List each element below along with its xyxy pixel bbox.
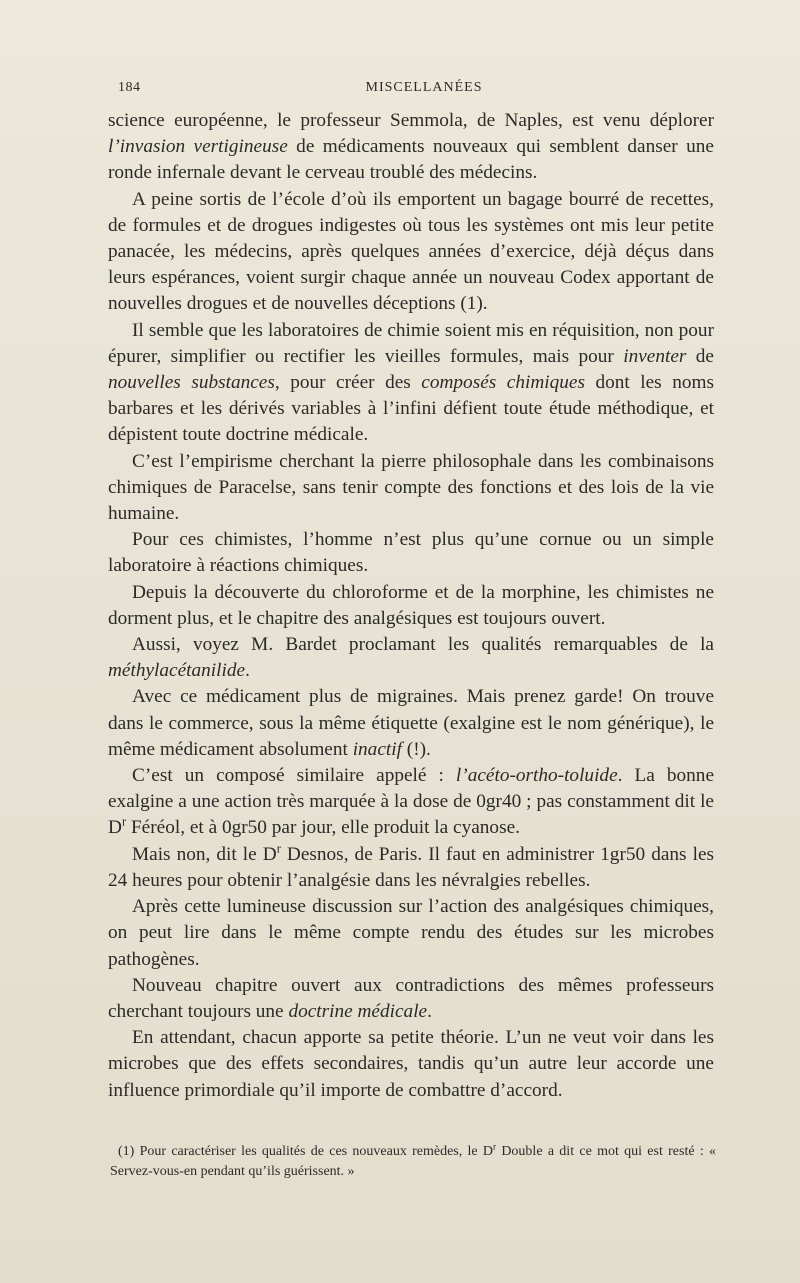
paragraph bbox=[108, 763, 714, 842]
text-run: C’est un composé similaire appelé : bbox=[132, 765, 456, 787]
text-run: science européenne, le professeur Semmola, de Naples, est venu déplorer bbox=[108, 110, 714, 131]
superscript: r bbox=[493, 1141, 497, 1152]
superscript: r bbox=[276, 841, 281, 856]
text-run: dont les noms barbares et les dérivés variables à l’infini défient toute étude méthodique, et dépistent toute doctrine médicale. bbox=[108, 372, 714, 446]
page-number: 184 bbox=[118, 80, 141, 95]
text-run: de médicaments nouveaux qui semblent danser une ronde infernale devant le cerveau troublé des médecins. bbox=[108, 136, 714, 184]
text-run: Féréol, et à 0gr50 par jour, elle produit la cyanose. bbox=[126, 817, 520, 839]
footnote-text bbox=[110, 1142, 716, 1182]
superscript: r bbox=[121, 815, 127, 830]
italic-text: l’invasion vertigineuse bbox=[108, 136, 288, 158]
italic-text: l’acéto-ortho-toluide bbox=[455, 765, 618, 787]
running-title: MISCELLANÉES bbox=[365, 80, 483, 95]
text-run: . bbox=[245, 660, 250, 682]
text-run: Nouveau chapitre ouvert aux contradictions des mêmes professeurs cherchant toujours une bbox=[108, 974, 714, 1022]
text-run: C’est l’empirisme cherchant la pierre philosophale dans les combinaisons chimiques de Paracelse, sans tenir compte des fonctions et des lois de la vie humaine. bbox=[108, 450, 714, 525]
paragraph bbox=[108, 108, 714, 187]
italic-text: composés chimiques bbox=[421, 372, 585, 394]
text-run: A peine sortis de l’école d’où ils emportent un bagage bourré de recettes, de formules et de drogues indigestes où tous les systèmes ont mis leur petite panacée, les médecins, après quelques années d’exercice, déjà déçus dans leurs espérances, voient surgir chaque année un nouveau Codex apportant de nouvelles drogues et de nouvelles déceptions (1). bbox=[108, 188, 714, 315]
text-run: Avec ce médicament plus de migraines. Mais prenez garde! On trouve dans le commerce, sous la même étiquette (exalgine est le nom générique), le même médicament absolument bbox=[108, 686, 714, 760]
paragraph bbox=[108, 449, 714, 528]
text-run: Double a dit ce mot qui est resté : « Servez-vous-en pendant qu’ils guérissent. » bbox=[110, 1144, 716, 1179]
text-run: . La bonne exalgine a une action très marquée à la dose de 0gr40 ; pas constamment dit le D bbox=[108, 765, 715, 839]
paragraph bbox=[108, 318, 714, 449]
paragraph bbox=[108, 580, 714, 632]
text-run: Aussi, voyez M. Bardet proclamant les qualités remarquables de la bbox=[132, 634, 714, 656]
italic-text: méthylacétanilide bbox=[108, 660, 246, 682]
text-run: Desnos, de Paris. Il faut en administrer 1gr50 dans les 24 heures pour obtenir l’analgésie dans les névralgies rebelles. bbox=[108, 843, 715, 891]
footnote bbox=[110, 1142, 716, 1182]
text-run: (1) Pour caractériser les qualités de ces nouveaux remèdes, le D bbox=[118, 1144, 494, 1159]
text-run: Mais non, dit le D bbox=[132, 843, 277, 865]
body-text bbox=[108, 108, 714, 1104]
text-run: Pour ces chimistes, l’homme n’est plus qu’une cornue ou un simple laboratoire à réactions chimiques. bbox=[108, 529, 714, 577]
italic-text: doctrine médicale bbox=[288, 1000, 428, 1022]
paragraph bbox=[108, 973, 714, 1025]
paragraph bbox=[108, 894, 714, 973]
text-run: (!). bbox=[401, 738, 431, 760]
text-run: Depuis la découverte du chloroforme et de la morphine, les chimistes ne dorment plus, et le chapitre des analgésiques est toujours ouvert. bbox=[108, 581, 714, 629]
paragraph bbox=[108, 684, 714, 763]
text-run: Il semble que les laboratoires de chimie soient mis en réquisition, non pour épurer, simplifier ou rectifier les vieilles formules, mais pour bbox=[108, 319, 714, 367]
paragraph bbox=[108, 1025, 714, 1104]
running-header bbox=[112, 80, 736, 104]
paragraph bbox=[108, 842, 714, 894]
paragraph bbox=[108, 187, 714, 318]
text-run: En attendant, chacun apporte sa petite théorie. L’un ne veut voir dans les microbes que des effets secondaires, tandis qu’un autre leur accorde une influence primordiale qu’il importe de combattre d’accord. bbox=[108, 1027, 714, 1101]
text-run: . bbox=[427, 1000, 432, 1022]
text-run: , pour créer des bbox=[274, 372, 422, 394]
text-run: de bbox=[686, 345, 714, 367]
italic-text: inactif bbox=[352, 738, 402, 760]
text-run: Après cette lumineuse discussion sur l’action des analgésiques chimiques, on peut lire dans le même compte rendu des études sur les microbes pathogènes. bbox=[108, 896, 714, 970]
italic-text: nouvelles substances bbox=[108, 372, 275, 394]
paragraph bbox=[108, 632, 714, 684]
italic-text: inventer bbox=[623, 345, 687, 367]
paragraph bbox=[108, 527, 714, 579]
